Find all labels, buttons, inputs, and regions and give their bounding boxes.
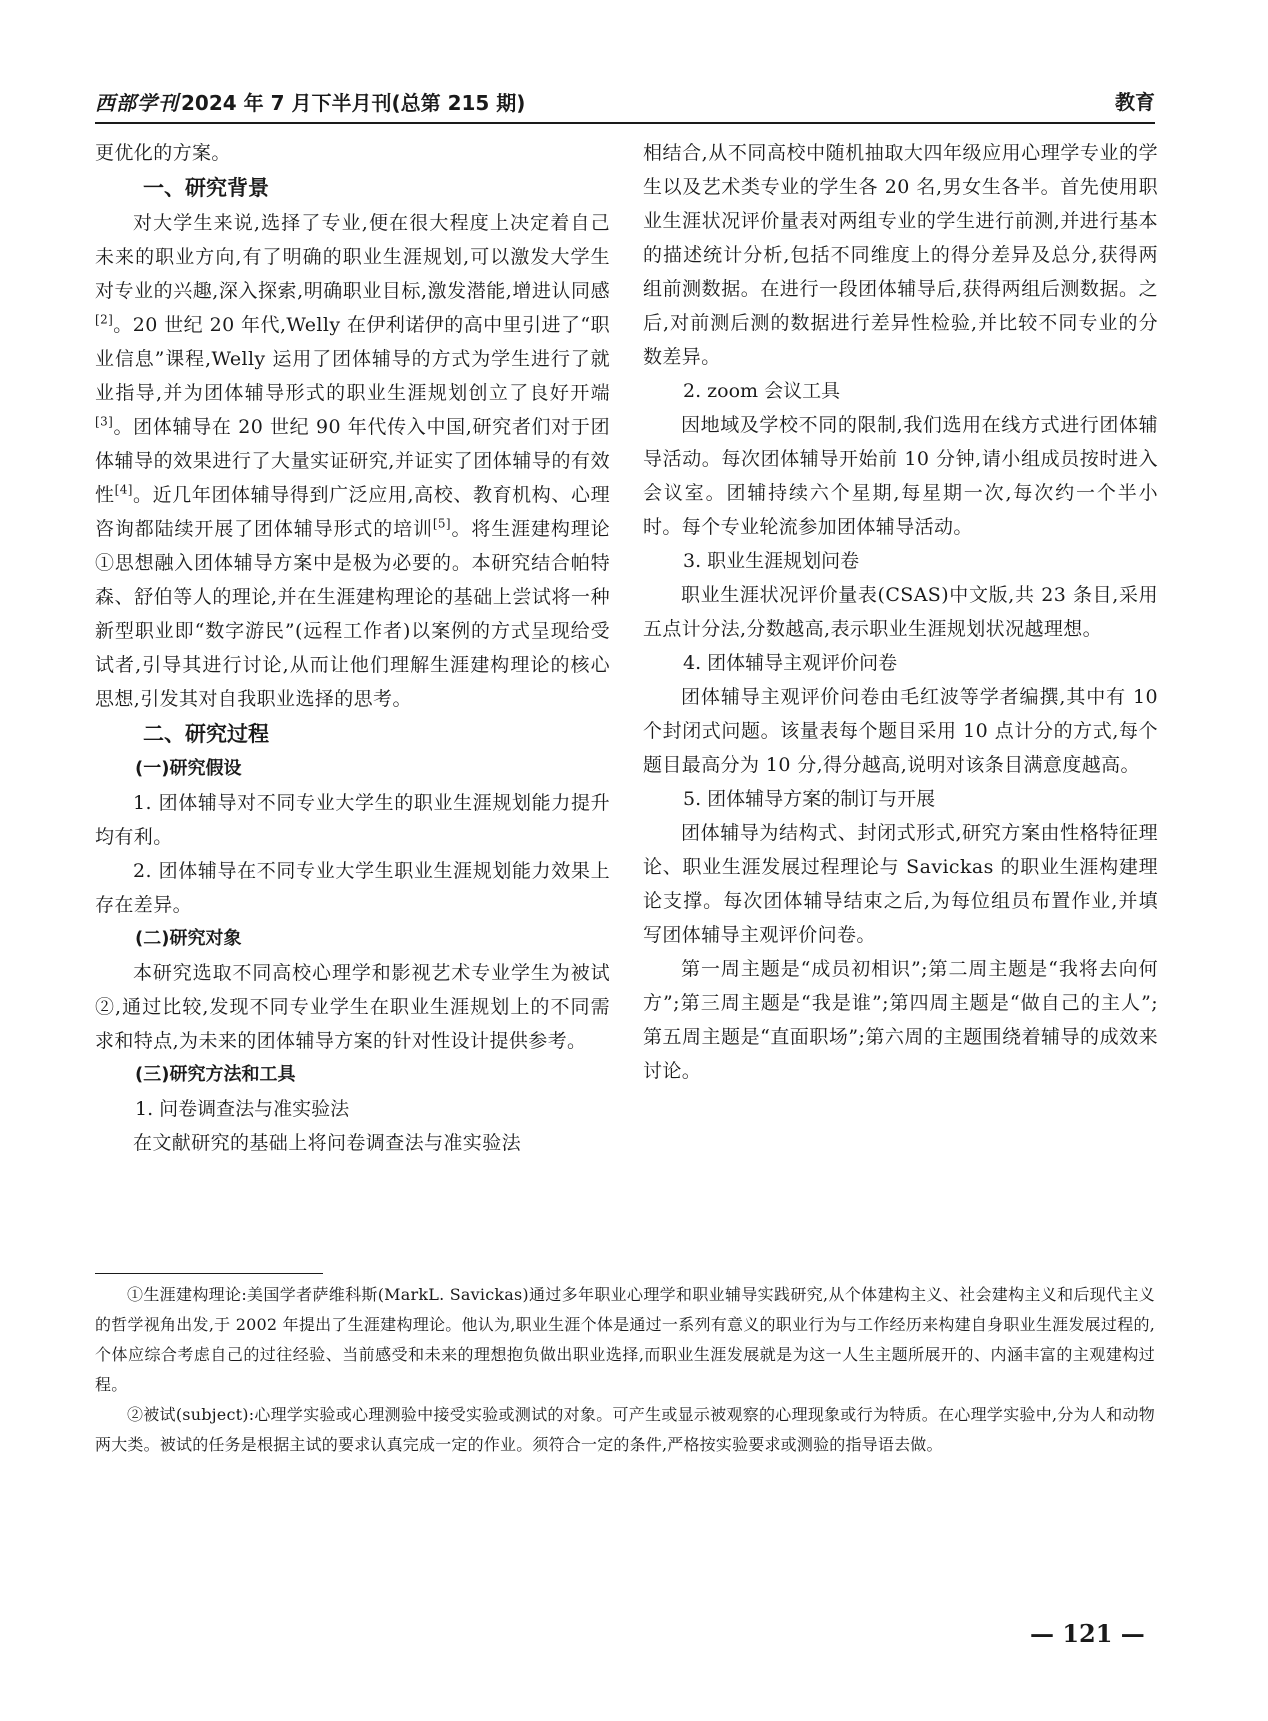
paragraph-text: 3. 职业生涯规划问卷 — [683, 550, 860, 572]
paragraph-text: 本研究选取不同高校心理学和影视艺术专业学生为被试②,通过比较,发现不同专业学生在职业生涯规划上的不同需求和特点,为未来的团体辅导方案的针对性设计提供参考。 — [95, 962, 610, 1052]
paragraph-text: 2. zoom 会议工具 — [683, 380, 841, 402]
subsection-heading — [95, 922, 610, 956]
item-heading — [643, 544, 1158, 578]
paragraph-text: 4. 团体辅导主观评价问卷 — [683, 652, 898, 674]
paragraph-text: (二)研究对象 — [135, 928, 242, 949]
item-heading — [95, 1092, 610, 1126]
paragraph-text: 职业生涯状况评价量表(CSAS)中文版,共 23 条目,采用五点计分法,分数越高,表示职业生涯规划状况越理想。 — [643, 584, 1158, 640]
section-tag: 教育 — [1115, 90, 1155, 114]
item-heading — [643, 374, 1158, 408]
paragraph-text: 1. 问卷调查法与准实验法 — [135, 1098, 350, 1120]
paragraph — [643, 952, 1158, 1088]
paragraph-text: 1. 团体辅导对不同专业大学生的职业生涯规划能力提升均有利。 — [95, 792, 610, 848]
footnotes — [95, 1280, 1155, 1460]
paragraph-text: 在文献研究的基础上将问卷调查法与准实验法 — [133, 1132, 522, 1154]
paragraph-text: 团体辅导为结构式、封闭式形式,研究方案由性格特征理论、职业生涯发展过程理论与 Savickas 的职业生涯构建理论支撑。每次团体辅导结束之后,为每位组员布置作业,并填写团体辅导主观评价问卷。 — [643, 822, 1158, 946]
paragraph — [95, 136, 610, 170]
paragraph-text: 。20 世纪 20 年代,Welly 在伊利诺伊的高中里引进了“职业信息”课程,Welly 运用了团体辅导的方式为学生进行了就业指导,并为团体辅导形式的职业生涯规划创立了良好开端 — [95, 314, 610, 404]
header-rule — [95, 122, 1155, 124]
running-header — [95, 86, 1155, 116]
item-heading — [643, 646, 1158, 680]
page-number: — 121 — — [1030, 1619, 1145, 1648]
paragraph — [643, 680, 1158, 782]
paragraph-text: 。将生涯建构理论①思想融入团体辅导方案中是极为必要的。本研究结合帕特森、舒伯等人的理论,并在生涯建构理论的基础上尝试将一种新型职业即“数字游民”(远程工作者)以案例的方式呈现给受试者,引导其进行讨论,从而让他们理解生涯建构理论的核心思想,引发其对自我职业选择的思考。 — [95, 518, 610, 710]
paragraph-text: 。团体辅导在 20 世纪 90 年代传入中国,研究者们对于团体辅导的效果进行了大量实证研究,并证实了团体辅导的有效性 — [95, 416, 610, 506]
subsection-heading — [95, 752, 610, 786]
paragraph-text: 更优化的方案。 — [95, 142, 231, 164]
citation-ref: [4] — [114, 482, 133, 497]
paragraph — [643, 136, 1158, 374]
paragraph — [95, 854, 610, 922]
paragraph-text: 2. 团体辅导在不同专业大学生职业生涯规划能力效果上存在差异。 — [95, 860, 610, 916]
paragraph-text: 因地域及学校不同的限制,我们选用在线方式进行团体辅导活动。每次团体辅导开始前 10 分钟,请小组成员按时进入会议室。团辅持续六个星期,每星期一次,每次约一个半小时。每个专业轮流参加团体辅导活动。 — [643, 414, 1158, 538]
paragraph — [95, 206, 610, 716]
citation-ref: [5] — [432, 516, 452, 531]
citation-ref: [3] — [95, 414, 114, 429]
paragraph — [95, 786, 610, 854]
paragraph-text: 5. 团体辅导方案的制订与开展 — [683, 788, 936, 810]
paragraph-text: 团体辅导主观评价问卷由毛红波等学者编撰,其中有 10 个封闭式问题。该量表每个题目采用 10 点计分的方式,每个题目最高分为 10 分,得分越高,说明对该条目满意度越高。 — [643, 686, 1158, 776]
paragraph-text: 相结合,从不同高校中随机抽取大四年级应用心理学专业的学生以及艺术类专业的学生各 20 名,男女生各半。首先使用职业生涯状况评价量表对两组专业的学生进行前测,并进行基本的描述统计分析,包括不同维度上的得分差异及总分,获得两组前测数据。在进行一段团体辅导后,获得两组后测数据。之后,对前测后测的数据进行差异性检验,并比较不同专业的分数差异。 — [643, 142, 1158, 368]
subsection-heading — [95, 1058, 610, 1092]
footnote-1: ①生涯建构理论:美国学者萨维科斯(MarkL. Savickas)通过多年职业心理学和职业辅导实践研究,从个体建构主义、社会建构主义和后现代主义的哲学视角出发,于 2002 年提出了生涯建构理论。他认为,职业生涯个体是通过一系列有意义的职业行为与工作经历来构建自身职业生涯发展过程的,个体应综合考虑自己的过往经验、当前感受和未来的理想抱负做出职业选择,而职业生涯发展就是为这一人生主题所展开的、内涵丰富的主观建构过程。 — [95, 1285, 1155, 1394]
item-heading — [643, 782, 1158, 816]
paragraph — [643, 578, 1158, 646]
right-column — [643, 136, 1158, 1088]
paragraph-text: 。近几年团体辅导得到广泛应用,高校、教育机构、心理咨询都陆续开展了团体辅导形式的培训 — [95, 484, 610, 540]
paragraph — [95, 956, 610, 1058]
journal-logo: 西部学刊 — [95, 90, 179, 115]
left-column — [95, 136, 610, 1160]
section-heading — [95, 716, 610, 752]
footnote-rule — [95, 1273, 323, 1274]
paragraph-text: 二、研究过程 — [143, 722, 269, 746]
paragraph-text: (一)研究假设 — [135, 758, 242, 779]
issue-info: 2024 年 7 月下半月刊(总第 215 期) — [181, 90, 526, 115]
paragraph-text: 第一周主题是“成员初相识”;第二周主题是“我将去向何方”;第三周主题是“我是谁”;第四周主题是“做自己的主人”;第五周主题是“直面职场”;第六周的主题围绕着辅导的成效来讨论。 — [643, 958, 1158, 1082]
paragraph — [643, 408, 1158, 544]
paragraph — [95, 1126, 610, 1160]
paragraph-text: (三)研究方法和工具 — [135, 1064, 296, 1085]
section-heading — [95, 170, 610, 206]
footnote-2: ②被试(subject):心理学实验或心理测验中接受实验或测试的对象。可产生或显示被观察的心理现象或行为特质。在心理学实验中,分为人和动物两大类。被试的任务是根据主试的要求认真完成一定的作业。须符合一定的条件,严格按实验要求或测验的指导语去做。 — [95, 1405, 1155, 1454]
paragraph-text: 一、研究背景 — [143, 176, 269, 200]
paragraph — [643, 816, 1158, 952]
paragraph-text: 对大学生来说,选择了专业,便在很大程度上决定着自己未来的职业方向,有了明确的职业生涯规划,可以激发大学生对专业的兴趣,深入探索,明确职业目标,激发潜能,增进认同感 — [95, 212, 610, 302]
citation-ref: [2] — [95, 312, 114, 327]
